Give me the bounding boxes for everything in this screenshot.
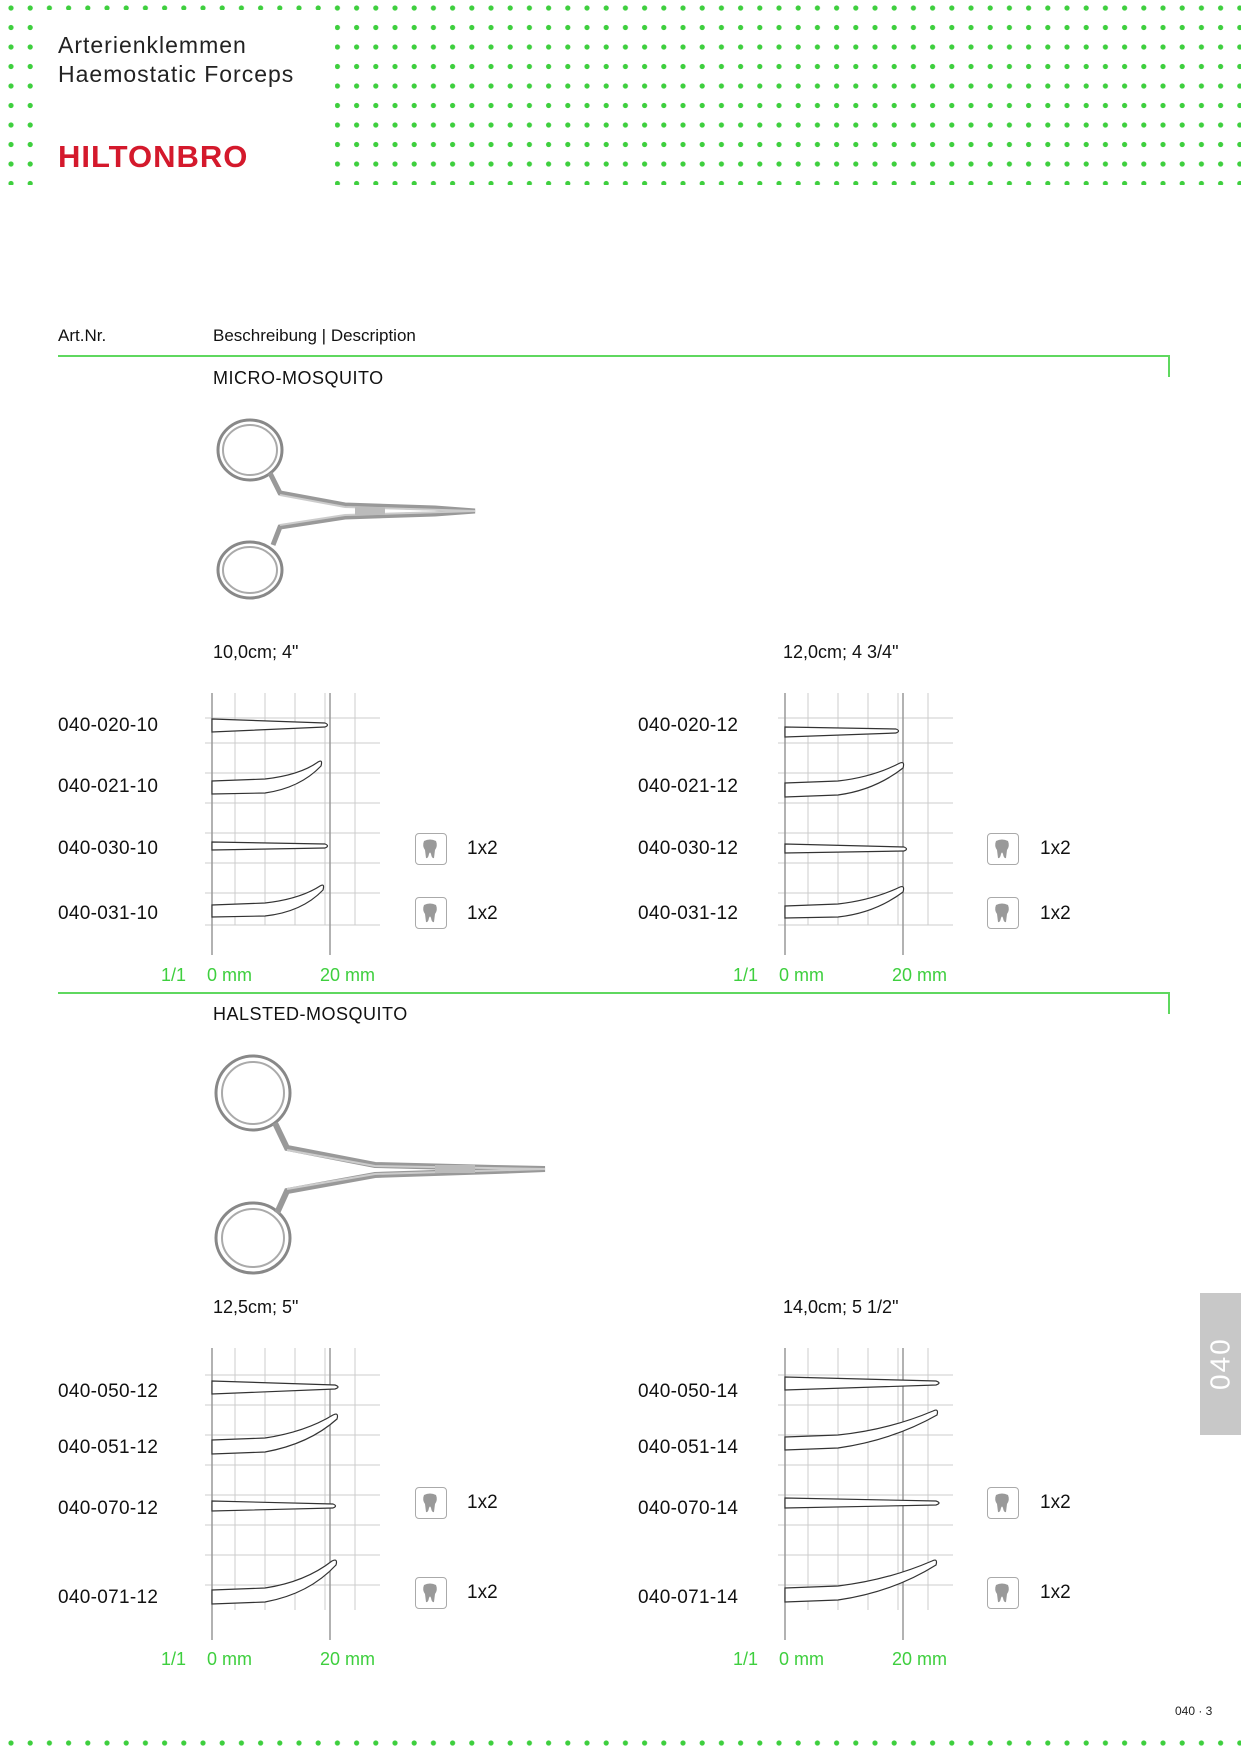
quantity-label: 1x2 [1040,903,1071,924]
article-040-050-12: 040-050-12 [58,1381,159,1402]
article-040-071-12: 040-071-12 [58,1587,159,1608]
scale-grid-right-2 [778,1348,958,1648]
micro-mosquito-forceps-image [205,415,495,605]
section-rule-tick [1168,992,1170,1014]
article-040-030-12: 040-030-12 [638,838,739,859]
scale-start: 0 mm [207,1649,252,1669]
scale-start: 0 mm [207,965,252,985]
tooth-icon [415,1577,447,1609]
article-040-051-12: 040-051-12 [58,1437,159,1458]
quantity-label: 1x2 [467,1582,498,1603]
scale-grid-left-2 [205,1348,385,1648]
scale-ratio: 1/1 [733,1649,759,1669]
scale-end: 20 mm [320,1649,376,1669]
halsted-mosquito-forceps-image [205,1053,555,1278]
tooth-icon [987,833,1019,865]
quantity-label: 1x2 [467,838,498,859]
scale-end: 20 mm [892,965,948,985]
section-rule [58,992,1168,994]
article-040-050-14: 040-050-14 [638,1381,739,1402]
scale-start: 0 mm [779,965,824,985]
article-040-020-12: 040-020-12 [638,715,739,736]
article-040-030-10: 040-030-10 [58,838,159,859]
scale-ratio: 1/1 [733,965,759,985]
chapter-tab [1200,1293,1241,1435]
page-number: 040 · 3 [1175,1704,1213,1718]
article-040-071-14: 040-071-14 [638,1587,739,1608]
section-title-micro-mosquito: MICRO-MOSQUITO [213,368,384,388]
quantity-label: 1x2 [1040,1582,1071,1603]
header-rule [58,355,1168,357]
quantity-label: 1x2 [1040,838,1071,859]
quantity-label: 1x2 [467,903,498,924]
scale-grid-right-1 [778,693,958,958]
size-label-left: 10,0cm; 4" [213,642,299,662]
description-header: Beschreibung | Description [213,326,416,345]
article-040-070-12: 040-070-12 [58,1498,159,1519]
tooth-icon [987,1487,1019,1519]
chapter-tab-label: 040 [1204,1337,1236,1391]
article-040-021-10: 040-021-10 [58,776,159,797]
article-040-020-10: 040-020-10 [58,715,159,736]
scale-grid-left-1 [205,693,385,958]
article-040-031-10: 040-031-10 [58,903,159,924]
footer-dot-pattern [0,1733,1241,1754]
article-040-051-14: 040-051-14 [638,1437,739,1458]
brand-logo: HILTONBRO [58,139,249,174]
article-040-070-14: 040-070-14 [638,1498,739,1519]
scale-ratio: 1/1 [161,1649,187,1669]
title-german: Arterienklemmen [58,32,247,58]
tooth-icon [415,897,447,929]
scale-end: 20 mm [320,965,376,985]
size-label-left: 12,5cm; 5" [213,1297,299,1317]
tooth-icon [987,897,1019,929]
size-label-right: 14,0cm; 5 1/2" [783,1297,899,1317]
scale-ratio: 1/1 [161,965,187,985]
size-label-right: 12,0cm; 4 3/4" [783,642,899,662]
tooth-icon [415,1487,447,1519]
section-title-halsted-mosquito: HALSTED-MOSQUITO [213,1004,408,1024]
quantity-label: 1x2 [467,1492,498,1513]
tooth-icon [415,833,447,865]
quantity-label: 1x2 [1040,1492,1071,1513]
article-040-031-12: 040-031-12 [638,903,739,924]
art-nr-header: Art.Nr. [58,326,107,345]
header-rule-tick [1168,355,1170,377]
article-040-021-12: 040-021-12 [638,776,739,797]
title-english: Haemostatic Forceps [58,61,295,87]
scale-start: 0 mm [779,1649,824,1669]
scale-end: 20 mm [892,1649,948,1669]
tooth-icon [987,1577,1019,1609]
